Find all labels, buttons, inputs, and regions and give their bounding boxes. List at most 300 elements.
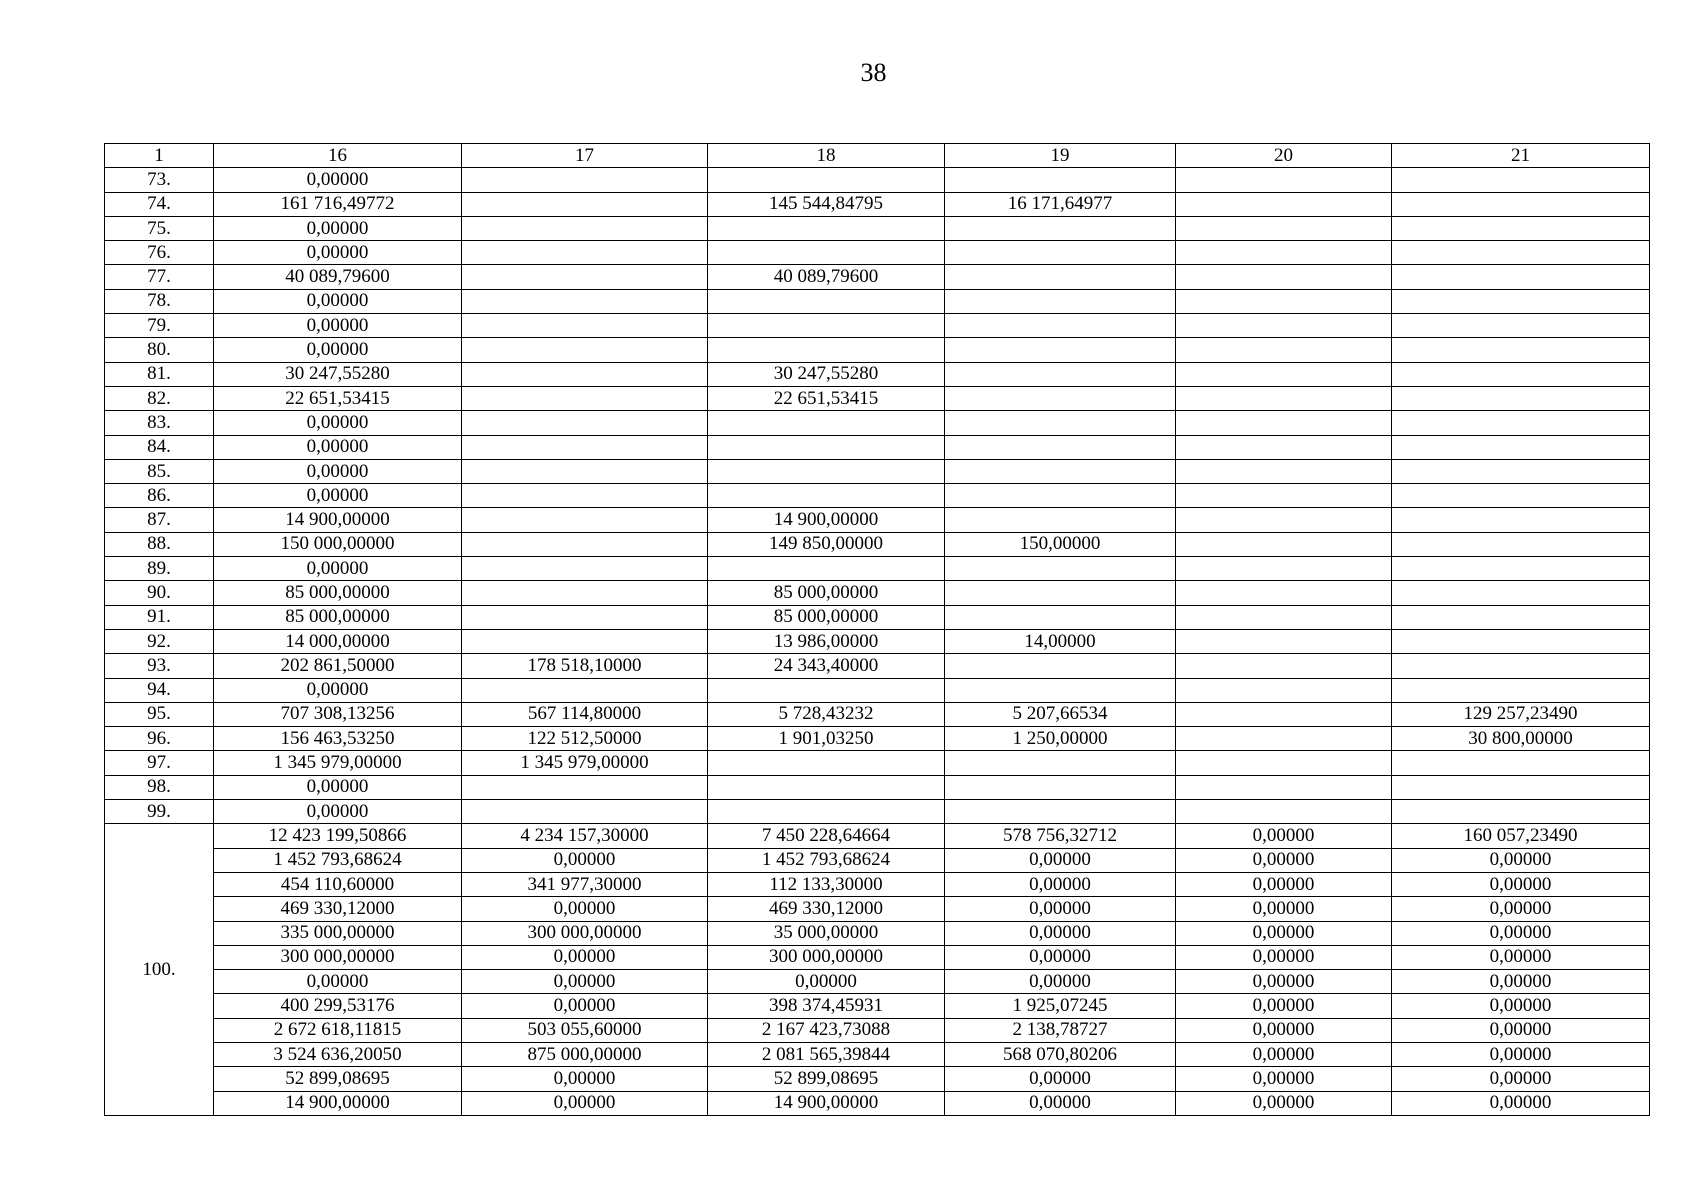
table-cell [945,265,1176,289]
table-cell [708,775,945,799]
table-cell: 0,00000 [214,241,462,265]
table-row [105,192,1650,216]
table-cell [462,362,708,386]
table-cell [1176,532,1392,556]
table-cell: 0,00000 [1392,945,1650,969]
table-cell: 0,00000 [1392,994,1650,1018]
table-cell: 0,00000 [214,216,462,240]
table-cell [462,241,708,265]
row-number-cell: 75. [105,216,214,240]
table-cell: 145 544,84795 [708,192,945,216]
table-cell: 707 308,13256 [214,702,462,726]
table-row [105,386,1650,410]
table-cell [1176,386,1392,410]
table-cell [1392,192,1650,216]
table-body [105,144,1650,1116]
table-cell [945,508,1176,532]
table-cell: 0,00000 [945,921,1176,945]
table-cell [945,678,1176,702]
table-row [105,216,1650,240]
table-cell: 0,00000 [1392,1067,1650,1091]
table-cell [462,557,708,581]
table-cell: 0,00000 [462,994,708,1018]
table-cell [462,532,708,556]
table-cell [1392,508,1650,532]
table-row [105,678,1650,702]
table-cell [708,168,945,192]
table-cell [708,289,945,313]
table-cell: 0,00000 [945,1067,1176,1091]
table-cell: 0,00000 [214,411,462,435]
table-cell [1176,629,1392,653]
table-cell: 30 247,55280 [708,362,945,386]
table-cell: 0,00000 [1392,1091,1650,1115]
table-cell: 0,00000 [214,168,462,192]
table-cell: 0,00000 [1392,897,1650,921]
table-cell: 341 977,30000 [462,872,708,896]
table-cell: 40 089,79600 [214,265,462,289]
row-number-cell: 74. [105,192,214,216]
table-cell [1176,289,1392,313]
table-cell [708,338,945,362]
table-cell: 0,00000 [214,435,462,459]
table-cell [708,557,945,581]
table-cell: 398 374,45931 [708,994,945,1018]
table-cell: 0,00000 [1176,872,1392,896]
table-row [105,751,1650,775]
table-cell [462,314,708,338]
table-cell [708,800,945,824]
table-cell: 2 672 618,11815 [214,1018,462,1042]
table-cell: 14 900,00000 [708,508,945,532]
table-row [105,265,1650,289]
table-cell [945,362,1176,386]
table-cell [1176,654,1392,678]
table-cell [945,775,1176,799]
table-cell: 2 081 565,39844 [708,1042,945,1066]
table-cell: 0,00000 [1176,921,1392,945]
table-cell: 0,00000 [945,872,1176,896]
table-cell: 7 450 228,64664 [708,824,945,848]
row-number-cell: 89. [105,557,214,581]
table-cell [1392,386,1650,410]
table-cell: 160 057,23490 [1392,824,1650,848]
table-cell: 5 207,66534 [945,702,1176,726]
table-cell: 3 524 636,20050 [214,1042,462,1066]
table-cell: 149 850,00000 [708,532,945,556]
table-cell [462,775,708,799]
table-cell [1392,751,1650,775]
table-cell [1392,629,1650,653]
table-cell: 469 330,12000 [214,897,462,921]
table-cell [945,484,1176,508]
row-number-cell: 77. [105,265,214,289]
table-cell [1176,727,1392,751]
table-cell: 122 512,50000 [462,727,708,751]
table-cell: 85 000,00000 [214,605,462,629]
table-cell: 0,00000 [214,678,462,702]
table-cell [945,314,1176,338]
row-number-cell: 84. [105,435,214,459]
row-number-cell: 85. [105,459,214,483]
table-row [105,897,1650,921]
table-row [105,1042,1650,1066]
table-cell: 0,00000 [462,945,708,969]
table-cell [945,289,1176,313]
table-cell [462,605,708,629]
column-header: 18 [708,144,945,168]
row-number-cell: 95. [105,702,214,726]
column-header: 21 [1392,144,1650,168]
table-cell: 14 900,00000 [214,1091,462,1115]
table-cell: 0,00000 [1176,1018,1392,1042]
row-number-cell: 76. [105,241,214,265]
row-number-cell: 91. [105,605,214,629]
table-cell [1392,459,1650,483]
table-cell: 85 000,00000 [708,581,945,605]
table-cell [945,654,1176,678]
table-cell: 1 452 793,68624 [214,848,462,872]
table-cell [945,605,1176,629]
table-cell: 0,00000 [1176,848,1392,872]
table-cell: 0,00000 [462,897,708,921]
table-cell [1392,532,1650,556]
table-cell: 30 800,00000 [1392,727,1650,751]
table-cell: 85 000,00000 [214,581,462,605]
column-header: 17 [462,144,708,168]
table-cell [1176,800,1392,824]
table-cell: 0,00000 [214,800,462,824]
table-row [105,921,1650,945]
table-cell: 178 518,10000 [462,654,708,678]
table-cell [1392,411,1650,435]
row-number-cell: 80. [105,338,214,362]
table-cell: 0,00000 [214,970,462,994]
row-number-cell: 73. [105,168,214,192]
table-cell: 0,00000 [1392,848,1650,872]
table-cell [462,192,708,216]
table-cell: 0,00000 [945,897,1176,921]
table-cell [1392,216,1650,240]
table-row [105,435,1650,459]
table-cell [462,411,708,435]
table-row [105,1067,1650,1091]
table-row [105,459,1650,483]
table-cell: 14 900,00000 [214,508,462,532]
page-number: 38 [860,58,887,87]
table-cell [708,484,945,508]
table-row [105,484,1650,508]
table-cell: 1 925,07245 [945,994,1176,1018]
table-cell: 0,00000 [1392,1018,1650,1042]
table-cell: 0,00000 [214,557,462,581]
table-cell [708,241,945,265]
table-cell: 300 000,00000 [214,945,462,969]
table-cell [1392,581,1650,605]
row-number-cell: 92. [105,629,214,653]
table-cell: 0,00000 [462,1091,708,1115]
table-cell: 0,00000 [1176,994,1392,1018]
table-cell [708,751,945,775]
table-cell [1392,800,1650,824]
table-cell: 875 000,00000 [462,1042,708,1066]
table-cell: 454 110,60000 [214,872,462,896]
table-cell: 300 000,00000 [462,921,708,945]
table-cell [708,435,945,459]
table-row [105,411,1650,435]
table-row [105,557,1650,581]
table-cell [1176,459,1392,483]
table-cell [945,435,1176,459]
table-cell [1176,411,1392,435]
table-cell: 52 899,08695 [214,1067,462,1091]
header-row [105,144,1650,168]
table-cell [1392,654,1650,678]
table-row [105,508,1650,532]
table-cell: 156 463,53250 [214,727,462,751]
table-cell [1392,557,1650,581]
table-cell [945,216,1176,240]
table-cell [1176,775,1392,799]
table-cell [1176,702,1392,726]
table-cell: 129 257,23490 [1392,702,1650,726]
table-cell [462,484,708,508]
table-cell: 4 234 157,30000 [462,824,708,848]
table-row [105,824,1650,848]
table-row [105,970,1650,994]
table-cell [1176,168,1392,192]
table-cell [945,168,1176,192]
table-cell [945,800,1176,824]
table-cell: 16 171,64977 [945,192,1176,216]
table-cell [462,289,708,313]
table-cell: 161 716,49772 [214,192,462,216]
table-cell [462,800,708,824]
table-cell: 0,00000 [462,970,708,994]
table-cell [1176,314,1392,338]
table-cell [708,678,945,702]
table-cell [1176,605,1392,629]
table-cell: 0,00000 [1392,921,1650,945]
table-row [105,532,1650,556]
table-cell: 2 138,78727 [945,1018,1176,1042]
table-cell: 0,00000 [214,314,462,338]
table-cell: 13 986,00000 [708,629,945,653]
table-row [105,654,1650,678]
table-cell [945,751,1176,775]
table-cell: 150,00000 [945,532,1176,556]
table-cell: 1 452 793,68624 [708,848,945,872]
row-number-cell: 96. [105,727,214,751]
table-cell: 0,00000 [1392,1042,1650,1066]
table-row [105,702,1650,726]
table-row [105,362,1650,386]
table-cell [1176,557,1392,581]
table-row [105,338,1650,362]
table-row [105,605,1650,629]
table-cell: 150 000,00000 [214,532,462,556]
table-cell: 335 000,00000 [214,921,462,945]
table-cell [945,581,1176,605]
table-cell [945,338,1176,362]
row-number-cell: 100. [105,824,214,1116]
table-row [105,168,1650,192]
table-cell [462,629,708,653]
table-cell [945,411,1176,435]
table-cell [462,216,708,240]
table-cell: 0,00000 [1176,1067,1392,1091]
table-cell [1176,192,1392,216]
table-cell [1392,241,1650,265]
table-cell [462,508,708,532]
table-cell: 0,00000 [214,484,462,508]
table-cell: 0,00000 [945,945,1176,969]
table-row [105,727,1650,751]
table-cell [462,265,708,289]
column-header: 16 [214,144,462,168]
table-cell [1392,678,1650,702]
table-cell [1176,484,1392,508]
table-cell: 0,00000 [945,1091,1176,1115]
table-cell: 0,00000 [214,459,462,483]
table-cell: 0,00000 [1392,970,1650,994]
table-row [105,314,1650,338]
table-cell: 112 133,30000 [708,872,945,896]
table-cell: 52 899,08695 [708,1067,945,1091]
table-cell [1392,314,1650,338]
table-row [105,994,1650,1018]
table-cell: 400 299,53176 [214,994,462,1018]
table-cell [1176,581,1392,605]
table-cell [708,459,945,483]
table-cell [462,459,708,483]
table-cell: 22 651,53415 [214,386,462,410]
table-cell: 0,00000 [462,848,708,872]
table-cell [708,314,945,338]
table-cell [1176,216,1392,240]
table-row [105,848,1650,872]
table-cell [1176,678,1392,702]
table-cell [462,581,708,605]
row-number-cell: 99. [105,800,214,824]
table-cell [462,678,708,702]
table-cell [1176,362,1392,386]
table-cell [708,216,945,240]
table-row [105,1018,1650,1042]
table-cell: 578 756,32712 [945,824,1176,848]
table-row [105,241,1650,265]
table-cell: 0,00000 [1176,945,1392,969]
table-cell: 202 861,50000 [214,654,462,678]
table-cell [1392,435,1650,459]
column-header: 19 [945,144,1176,168]
table-cell: 1 901,03250 [708,727,945,751]
table-cell [945,386,1176,410]
row-number-cell: 90. [105,581,214,605]
data-table [104,143,1650,1116]
row-number-cell: 79. [105,314,214,338]
table-cell [1176,435,1392,459]
table-cell: 567 114,80000 [462,702,708,726]
table-cell [1392,484,1650,508]
table-cell [1176,338,1392,362]
table-cell: 0,00000 [1176,897,1392,921]
table-cell: 0,00000 [708,970,945,994]
table-row [105,581,1650,605]
table-cell: 0,00000 [214,775,462,799]
table-cell: 0,00000 [1176,1091,1392,1115]
table-cell: 1 345 979,00000 [214,751,462,775]
table-cell [1176,508,1392,532]
table-cell: 85 000,00000 [708,605,945,629]
table-cell: 2 167 423,73088 [708,1018,945,1042]
row-number-cell: 97. [105,751,214,775]
table-cell [1392,265,1650,289]
table-cell: 14,00000 [945,629,1176,653]
table-cell [1176,265,1392,289]
column-header: 20 [1176,144,1392,168]
table-cell: 0,00000 [214,338,462,362]
table-row [105,1091,1650,1115]
table-cell [945,241,1176,265]
row-number-cell: 93. [105,654,214,678]
row-number-cell: 78. [105,289,214,313]
table-cell: 1 345 979,00000 [462,751,708,775]
table-cell: 0,00000 [1176,824,1392,848]
row-number-cell: 98. [105,775,214,799]
table-cell [1176,241,1392,265]
row-number-cell: 88. [105,532,214,556]
table-cell: 30 247,55280 [214,362,462,386]
table-cell: 469 330,12000 [708,897,945,921]
table-cell [462,168,708,192]
table-cell: 0,00000 [462,1067,708,1091]
table-cell: 0,00000 [1176,1042,1392,1066]
table-row [105,289,1650,313]
table-cell: 35 000,00000 [708,921,945,945]
table-cell: 568 070,80206 [945,1042,1176,1066]
table-cell [945,459,1176,483]
table-cell: 0,00000 [214,289,462,313]
table-cell: 503 055,60000 [462,1018,708,1042]
column-header: 1 [105,144,214,168]
table-row [105,945,1650,969]
table-row [105,775,1650,799]
table-cell: 5 728,43232 [708,702,945,726]
table-cell: 0,00000 [1176,970,1392,994]
table-cell: 24 343,40000 [708,654,945,678]
table-cell: 0,00000 [945,970,1176,994]
row-number-cell: 94. [105,678,214,702]
table-cell: 22 651,53415 [708,386,945,410]
table-row [105,872,1650,896]
row-number-cell: 83. [105,411,214,435]
table-cell [1392,338,1650,362]
table-cell: 12 423 199,50866 [214,824,462,848]
table-cell [1392,605,1650,629]
table-row [105,629,1650,653]
table-cell [945,557,1176,581]
table-cell: 40 089,79600 [708,265,945,289]
table-cell [462,338,708,362]
table-cell [708,411,945,435]
table-cell [1176,751,1392,775]
row-number-cell: 87. [105,508,214,532]
table-cell: 0,00000 [945,848,1176,872]
table-cell: 0,00000 [1392,872,1650,896]
table-cell [1392,289,1650,313]
table-cell: 1 250,00000 [945,727,1176,751]
